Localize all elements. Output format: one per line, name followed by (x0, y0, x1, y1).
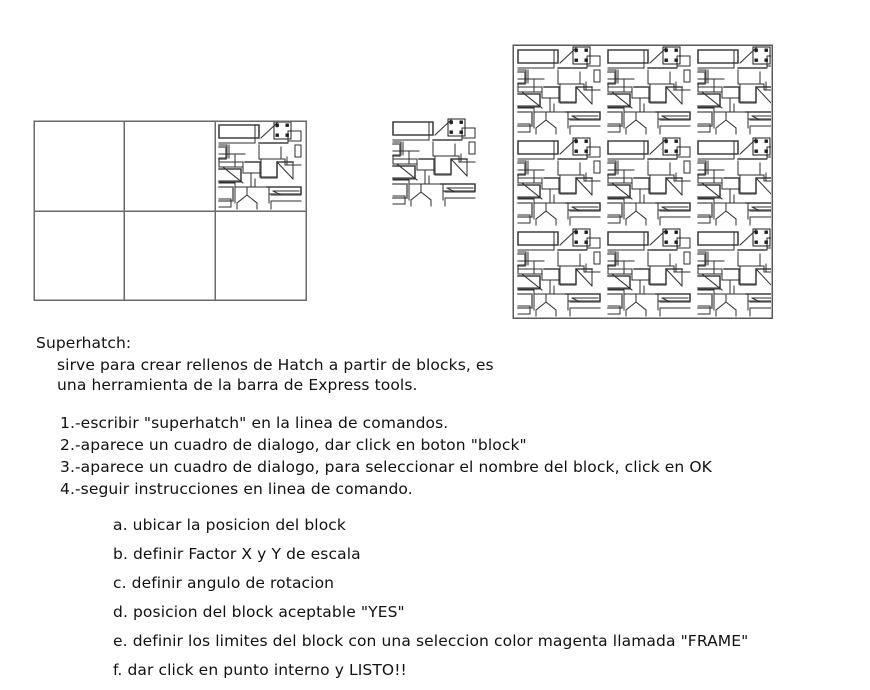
description-line-2: una herramienta de la barra de Express tools. (57, 376, 418, 394)
middle-drawing-source-block (393, 119, 475, 206)
step-3: 3.-aparece un cuadro de dialogo, para seleccionar el nombre del block, click en OK (60, 458, 712, 476)
substep-a: a. ubicar la posicion del block (113, 516, 346, 534)
heading-superhatch: Superhatch: (36, 334, 132, 352)
step-4: 4.-seguir instrucciones en linea de comando. (60, 480, 413, 498)
tiled-array-border (513, 45, 772, 318)
substep-f: f. dar click en punto interno y LISTO!! (113, 661, 407, 679)
right-drawing-tiled-array (513, 45, 780, 318)
substep-d: d. posicion del block aceptable "YES" (113, 603, 405, 621)
instructions-text-block (0, 325, 870, 690)
cad-drawings-area (0, 0, 870, 325)
left-drawing-grid (34, 121, 306, 300)
hatched-cell-content (219, 122, 301, 209)
substep-c: c. definir angulo de rotacion (113, 574, 335, 592)
step-2: 2.-aparece un cuadro de dialogo, dar click en boton "block" (60, 436, 527, 454)
step-1: 1.-escribir "superhatch" en la linea de comandos. (60, 414, 449, 432)
substep-e: e. definir los limites del block con una seleccion color magenta llamada "FRAME" (113, 632, 749, 650)
substep-b: b. definir Factor X y Y de escala (113, 545, 361, 563)
cad-drawings-svg (0, 0, 870, 325)
description-line-1: sirve para crear rellenos de Hatch a partir de blocks, es (57, 356, 494, 374)
